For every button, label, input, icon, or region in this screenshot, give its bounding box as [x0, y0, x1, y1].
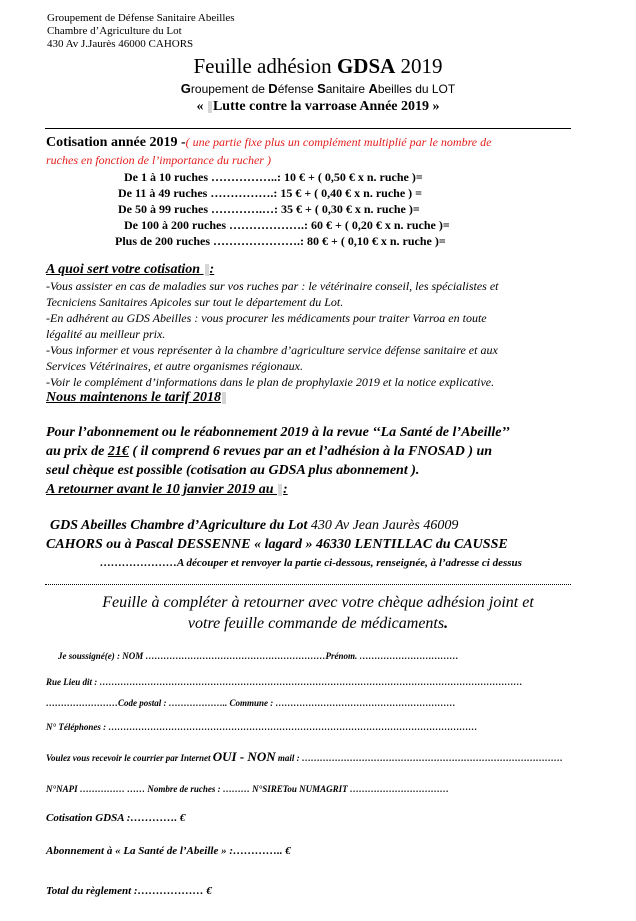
usage-line: Services Vétérinaires, et autre organismes régionaux.: [46, 359, 303, 373]
abonnement-amount-field[interactable]: Abonnement à « La Santé de l’Abeille » :………….. €: [46, 845, 291, 857]
abonnement-line: au prix de 21€ ( il comprend 6 revues par an et l’adhésion à la FNOSAD ) un: [46, 444, 493, 459]
tariff-row: Plus de 200 ruches ………………….: 80 € + ( 0,10 € x n. ruche )=: [115, 234, 446, 248]
usage-line: -Vous informer et vous représenter à la chambre d’agriculture service défense sanitaire et aux: [46, 343, 498, 357]
total-field[interactable]: Total du règlement :……………… €: [46, 885, 212, 897]
internet-field[interactable]: Voulez vous recevoir le courrier par Internet OUI - NON mail : ……………………………………………………………………………: [46, 749, 563, 764]
return-deadline: A retourner avant le 10 janvier 2019 au :: [46, 482, 288, 497]
postal-field[interactable]: ……………………Code postal : ……………….. Commune : ……………………………………………………: [46, 698, 456, 708]
address-field[interactable]: Rue Lieu dit : ……………………………………………………………………………………………………………………………: [46, 677, 523, 687]
org-chamber: Chambre d’Agriculture du Lot: [47, 25, 182, 37]
org-address: 430 Av J.Jaurès 46000 CAHORS: [47, 38, 194, 50]
phone-field[interactable]: N° Téléphones : ……………………………………………………………………………………………………………: [46, 722, 478, 732]
cut-instruction: …………………A découper et renvoyer la partie ci-dessous, renseignée, à l’adresse ci dessus: [100, 557, 522, 569]
cotisation-note: ruches en fonction de l’importance du rucher ): [46, 153, 271, 167]
usage-line: Tecniciens Sanitaires Apicoles sur tout le département du Lot.: [46, 295, 344, 309]
cotisation-heading: Cotisation année 2019 -( une partie fixe plus un complément multiplié par le nombre de: [46, 135, 492, 150]
address-line: GDS Abeilles Chambre d’Agriculture du Lot 430 Av Jean Jaurès 46009: [50, 518, 459, 533]
usage-line: -Voir le complément d’informations dans le plan de prophylaxie 2019 et la notice explicative.: [46, 375, 495, 389]
cut-line: [45, 584, 571, 585]
usage-line: -En adhérent au GDS Abeilles : vous procurer les médicaments pour traiter Varroa en toute: [46, 311, 487, 325]
form-heading: votre feuille commande de médicaments.: [187, 615, 449, 632]
form-heading: Feuille à compléter à retourner avec votre chèque adhésion joint et: [102, 594, 534, 611]
cotisation-amount-field[interactable]: Cotisation GDSA :…………. €: [46, 812, 186, 824]
tariff-row: De 100 à 200 ruches ……………….: 60 € + ( 0,20 € x n. ruche )=: [124, 218, 450, 232]
tarif-note: Nous maintenons le tarif 2018: [46, 390, 227, 406]
usage-line: légalité au meilleur prix.: [46, 327, 166, 341]
subtitle: Groupement de Défense Sanitaire Abeilles du LOT: [180, 81, 456, 96]
tariff-row: De 11 à 49 ruches …………….: 15 € + ( 0,40 € x n. ruche ) =: [118, 186, 422, 200]
page-title: Feuille adhésion GDSA 2019: [193, 54, 443, 78]
divider: [45, 128, 571, 129]
abonnement-line: seul chèque est possible (cotisation au GDSA plus abonnement ).: [46, 463, 420, 478]
tariff-row: De 1 à 10 ruches ……………..: 10 € + ( 0,50 € x n. ruche )=: [124, 170, 423, 184]
usage-heading: A quoi sert votre cotisation :: [46, 262, 215, 277]
address-line: CAHORS ou à Pascal DESSENNE « lagard » 46330 LENTILLAC du CAUSSE: [46, 537, 508, 552]
usage-line: -Vous assister en cas de maladies sur vos ruches par : le vétérinaire conseil, les spécialistes et: [46, 279, 499, 293]
tariff-row: De 50 à 99 ruches ………….…: 35 € + ( 0,30 € x n. ruche )=: [118, 202, 420, 216]
name-field[interactable]: Je soussigné(e) : NOM ……………………………………………………Prénom. ……………………………: [58, 651, 459, 661]
abonnement-line: Pour l’abonnement ou le réabonnement 2019 à la revue ‘‘La Santé de l’Abeille’’: [46, 425, 510, 440]
campaign-title: « Lutte contre la varroase Année 2019 »: [196, 99, 440, 114]
napi-field[interactable]: N°NAPI …………… …… Nombre de ruches : ……… N°SIRETou NUMAGRIT ……………………………: [46, 784, 449, 794]
org-name: Groupement de Défense Sanitaire Abeilles: [47, 12, 235, 24]
